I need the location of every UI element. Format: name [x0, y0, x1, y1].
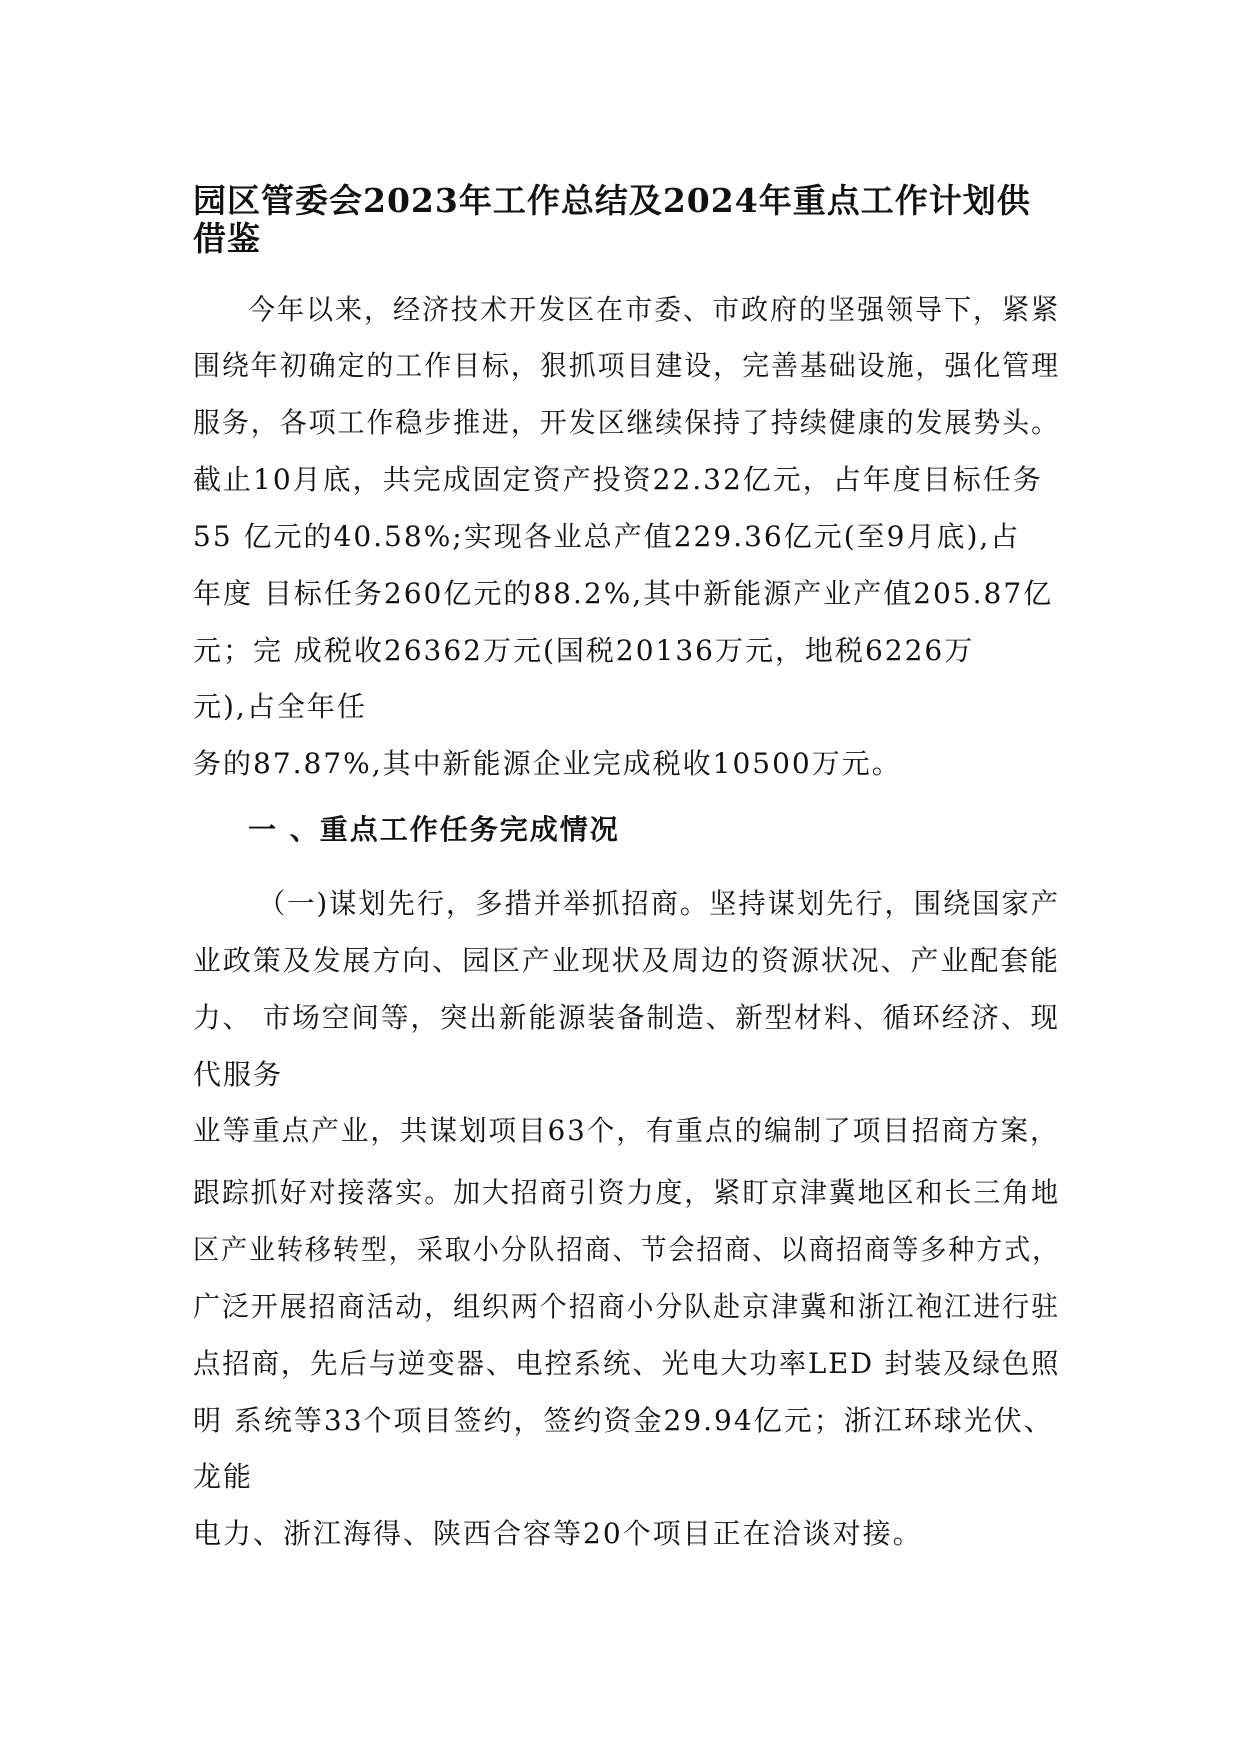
intro-line-3: 服务，各项工作稳步推进，开发区继续保持了持续健康的发展势头。 — [193, 406, 1060, 439]
section-line-8: 广泛开展招商活动，组织两个招商小分队赴京津冀和浙江袍江进行驻 — [193, 1290, 1060, 1323]
section-line-3: 力、 市场空间等，突出新能源装备制造、新型材料、循环经济、现 — [193, 1001, 1060, 1034]
section-line-10: 明 系统等33个项目签约，签约资金29.94亿元；浙江环球光伏、 — [193, 1404, 1054, 1437]
intro-line-9: 务的87.87%,其中新能源企业完成税收10500万元。 — [193, 747, 902, 780]
section-line-6: 跟踪抓好对接落实。加大招商引资力度，紧盯京津冀地区和长三角地 — [193, 1176, 1060, 1209]
intro-line-2: 围绕年初确定的工作目标，狠抓项目建设，完善基础设施，强化管理 — [193, 349, 1060, 382]
intro-line-8: 元),占全年任 — [193, 690, 367, 723]
document-title: 园区管委会2023年工作总结及2024年重点工作计划供借鉴 — [193, 181, 1031, 258]
intro-line-5: 55 亿元的40.58%;实现各业总产值229.36亿元(至9月底),占 — [193, 520, 1021, 553]
intro-line-7: 元；完 成税收26362万元(国税20136万元，地税6226万 — [193, 634, 975, 667]
section-line-2: 业政策及发展方向、园区产业现状及周边的资源状况、产业配套能 — [193, 944, 1061, 977]
section-line-4: 代服务 — [193, 1058, 284, 1091]
section-line-7: 区产业转移转型，采取小分队招商、节会招商、以商招商等多种方式， — [193, 1233, 1061, 1266]
intro-line-1: 今年以来，经济技术开发区在市委、市政府的坚强领导下，紧紧 — [248, 293, 1061, 326]
section-line-1: （一)谋划先行，多措并举抓招商。坚持谋划先行，围绕国家产 — [258, 887, 1060, 920]
section-line-12: 电力、浙江海得、陕西合容等20个项目正在洽谈对接。 — [193, 1517, 923, 1550]
section-heading: 一 、重点工作任务完成情况 — [248, 813, 620, 846]
intro-line-6: 年度 目标任务260亿元的88.2%,其中新能源产业产值205.87亿 — [193, 577, 1054, 610]
section-line-11: 龙能 — [193, 1460, 254, 1493]
section-line-5: 业等重点产业，共谋划项目63个，有重点的编制了项目招商方案， — [193, 1114, 1060, 1147]
section-line-9: 点招商，先后与逆变器、电控系统、光电大功率LED 封装及绿色照 — [193, 1347, 1061, 1380]
intro-line-4: 截止10月底，共完成固定资产投资22.32亿元，占年度目标任务 — [193, 463, 1043, 496]
